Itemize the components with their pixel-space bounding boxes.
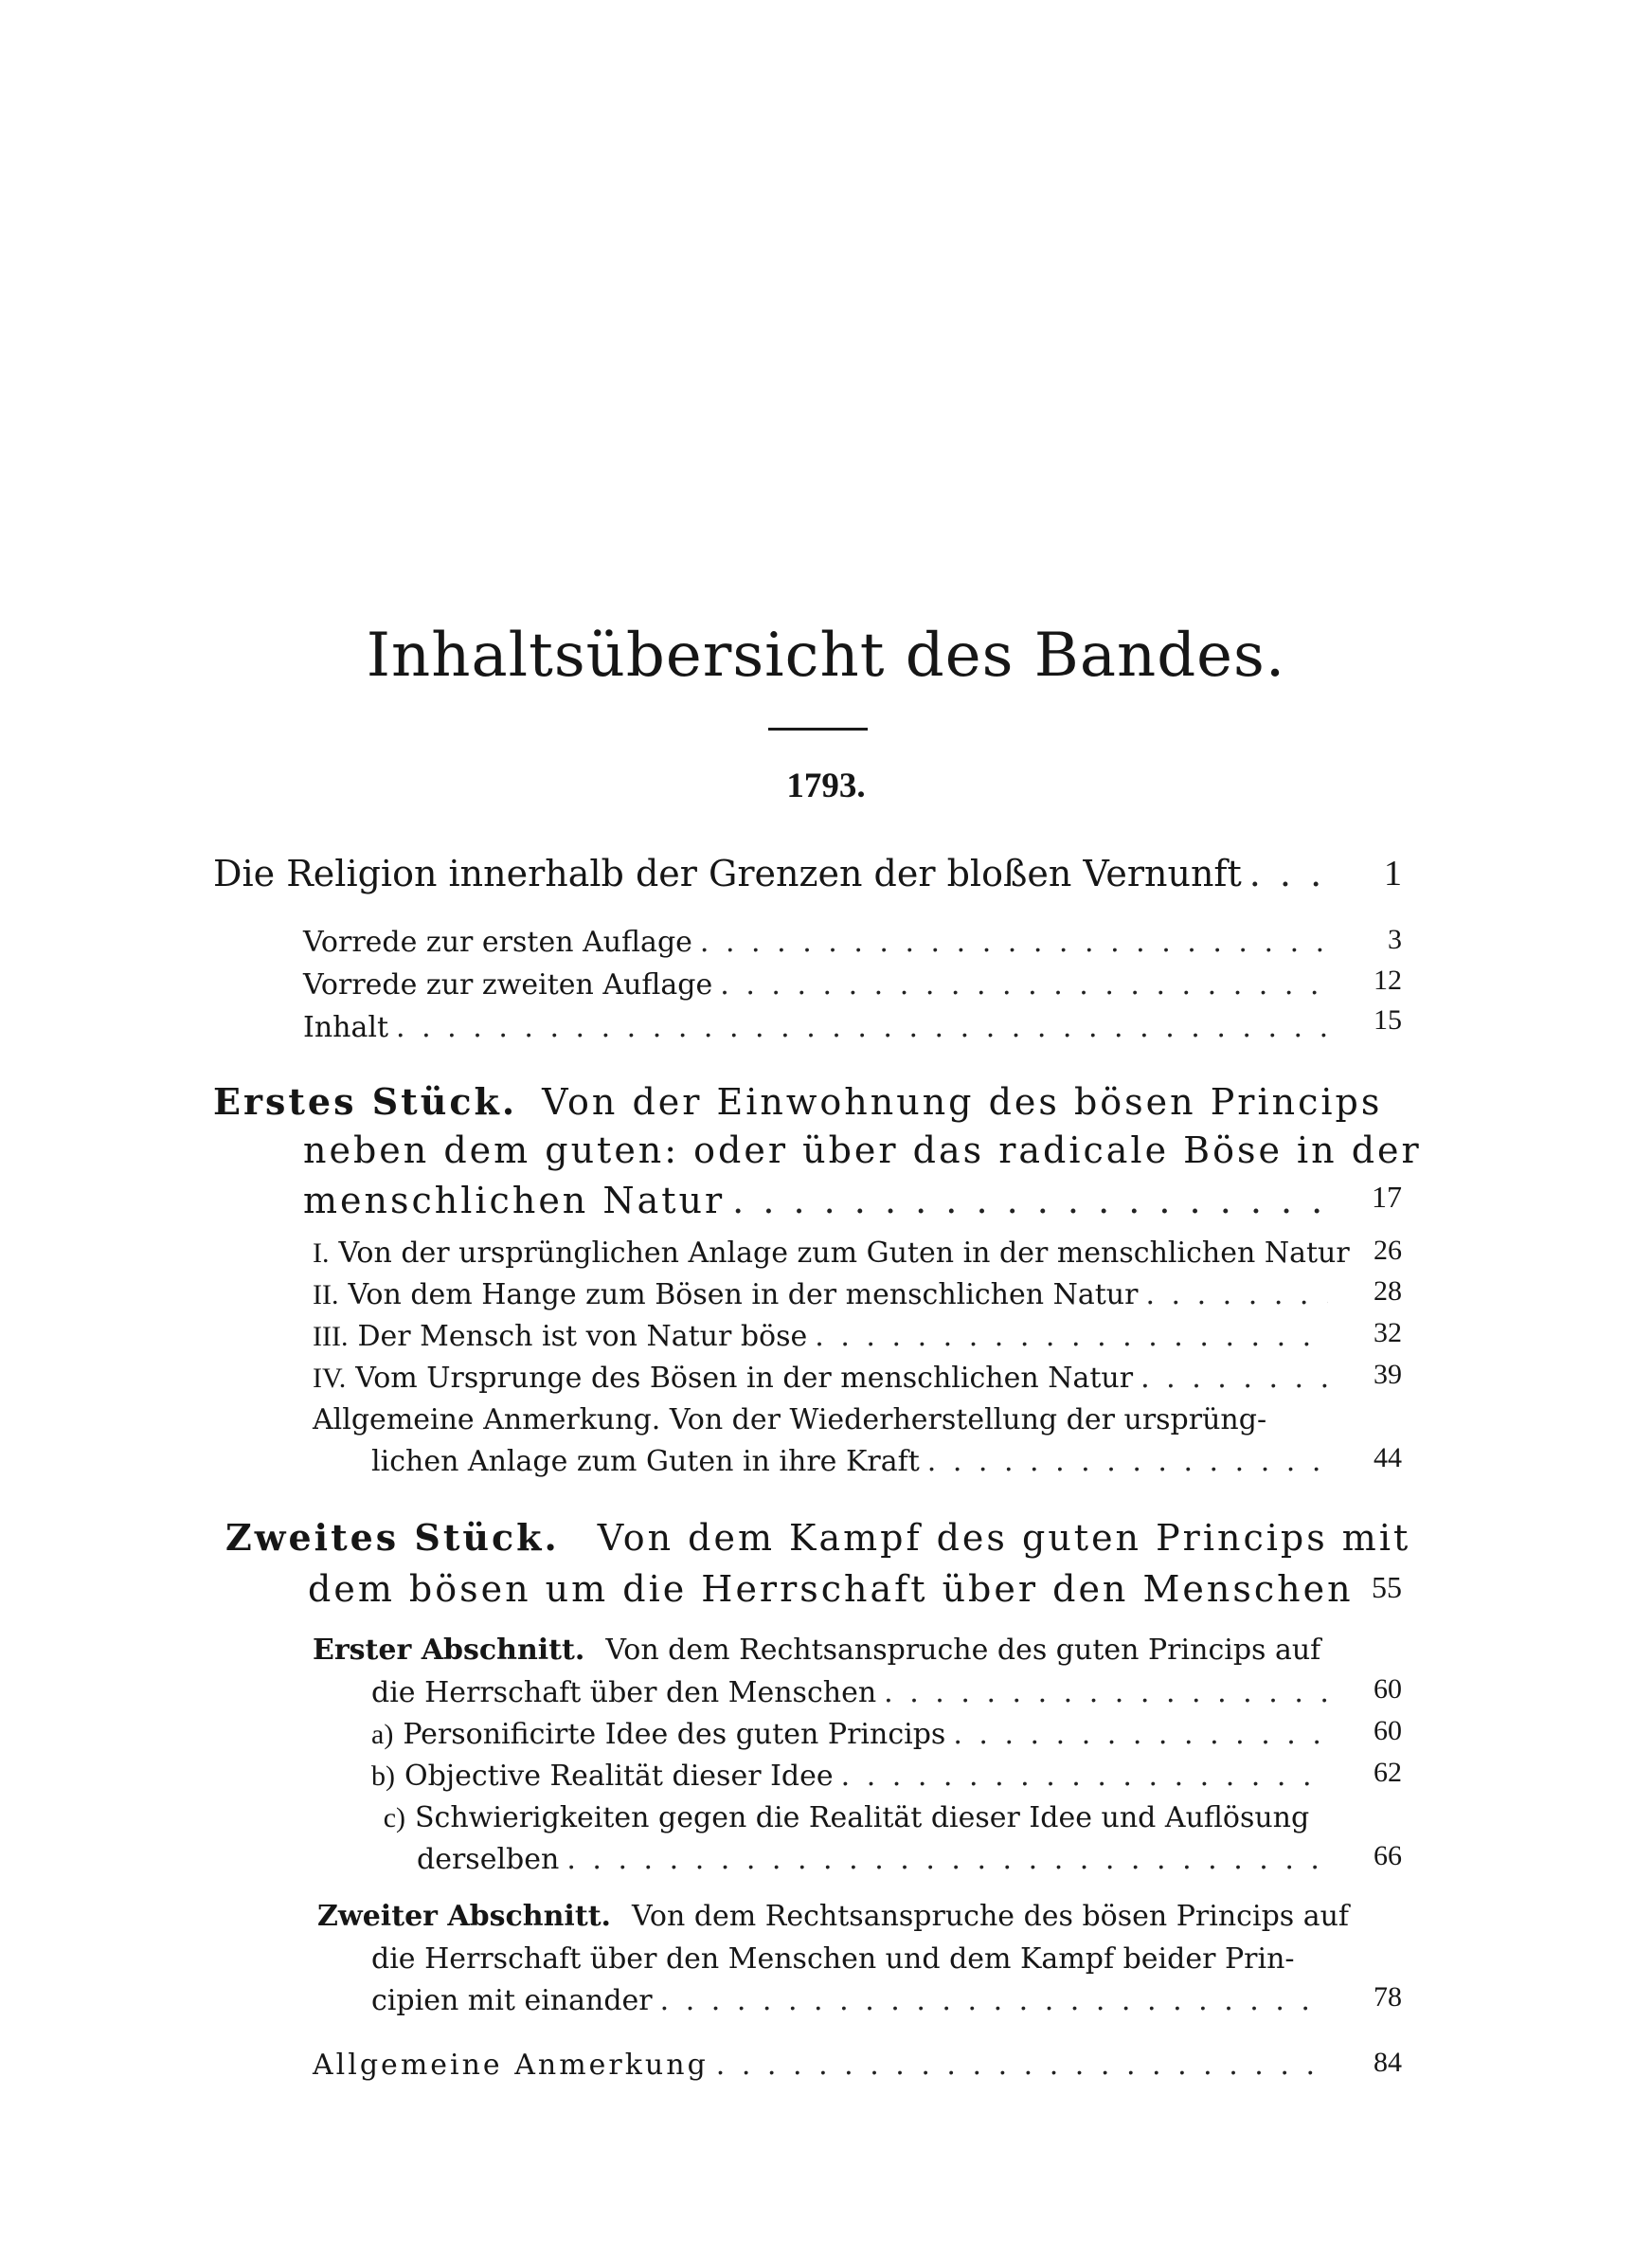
toc-entry-text: Objective Realität dieser Idee xyxy=(404,1760,834,1793)
leader-dots xyxy=(1140,1362,1328,1395)
entry-numeral: II. xyxy=(313,1279,339,1310)
section-label: Erster Abschnitt. xyxy=(313,1634,585,1667)
entry-numeral: I. xyxy=(313,1237,330,1269)
entry-numeral: III. xyxy=(313,1321,349,1352)
toc-page-number: 60 xyxy=(1374,1715,1402,1746)
toc-entry-text: Von dem Kampf des guten Princips mit xyxy=(597,1517,1411,1559)
toc-page-number: 26 xyxy=(1374,1235,1402,1266)
toc-entry-text: menschlichen Natur xyxy=(303,1180,726,1221)
toc-page-number: 12 xyxy=(1374,965,1402,996)
toc-entry-text: Vom Ursprunge des Bösen in der menschlichen Natur xyxy=(355,1362,1134,1395)
leader-dots xyxy=(953,1718,1328,1751)
toc-page-number: 39 xyxy=(1374,1359,1402,1390)
toc-page-number: 3 xyxy=(1388,924,1402,955)
leader-dots xyxy=(660,1984,1328,2017)
toc-entry-text: die Herrschaft über den Menschen xyxy=(371,1676,877,1709)
toc-page-number: 62 xyxy=(1374,1757,1402,1788)
toc-entry-I xyxy=(313,1237,1350,1270)
section-label: Zweites Stück. xyxy=(225,1516,560,1559)
toc-entry-allgemeine-anmerkung-1 xyxy=(313,1403,1336,1436)
leader-dots xyxy=(884,1676,1328,1709)
toc-entry-text: Schwierigkeiten gegen die Realität dieser Idee und Auflösung xyxy=(415,1801,1310,1834)
toc-page-number: 44 xyxy=(1374,1442,1402,1473)
leader-dots xyxy=(700,926,1328,959)
toc-entry-text: lichen Anlage zum Guten in ihre Kraft xyxy=(371,1445,920,1478)
toc-entry-zweiter-abschnitt xyxy=(317,1900,1350,1933)
page-title: Inhaltsübersicht des Bandes. xyxy=(366,621,1286,691)
toc-entry-a xyxy=(371,1718,1336,1751)
toc-entry-III xyxy=(313,1320,1336,1353)
toc-page-number: 17 xyxy=(1372,1180,1402,1214)
toc-entry-vorrede-1 xyxy=(303,926,1336,959)
toc-entry-text: Vorrede zur ersten Auflage xyxy=(303,926,692,959)
toc-entry-erstes-stueck xyxy=(213,1080,1383,1123)
toc-entry-continuation xyxy=(308,1568,1354,1610)
toc-entry-text: Von der Einwohnung des bösen Princips xyxy=(542,1081,1383,1123)
toc-entry-text: cipien mit einander xyxy=(371,1984,653,2017)
toc-page-number: 28 xyxy=(1374,1275,1402,1307)
toc-page-number: 84 xyxy=(1374,2047,1402,2078)
toc-entry-text: derselben xyxy=(417,1843,560,1876)
year-heading: 1793. xyxy=(786,767,866,805)
leader-dots xyxy=(720,968,1328,1002)
toc-entry-continuation xyxy=(371,1942,1336,1976)
section-label: Erstes Stück. xyxy=(213,1080,518,1123)
toc-entry-zweites-stueck xyxy=(225,1516,1411,1559)
toc-entry-text: Inhalt xyxy=(303,1011,389,1044)
entry-numeral: c) xyxy=(383,1802,405,1833)
toc-page-number: 66 xyxy=(1374,1840,1402,1871)
toc-entry-text: Allgemeine Anmerkung. Von der Wiederherstellung der ursprüng- xyxy=(313,1403,1267,1436)
toc-entry-continuation xyxy=(303,1129,1422,1171)
toc-entry-text: neben dem guten: oder über das radicale Böse in der xyxy=(303,1129,1422,1171)
leader-dots xyxy=(841,1760,1328,1793)
toc-entry-text: Von der ursprünglichen Anlage zum Guten in der menschlichen Natur xyxy=(338,1237,1350,1270)
toc-entry-continuation xyxy=(303,1180,1336,1221)
toc-entry-text: Von dem Hange zum Bösen in der menschlichen Natur xyxy=(348,1278,1139,1311)
toc-entry-b xyxy=(371,1760,1336,1793)
toc-page-number: 60 xyxy=(1374,1673,1402,1705)
leader-dots xyxy=(566,1843,1328,1876)
toc-entry-continuation xyxy=(371,1984,1336,2017)
entry-numeral: b) xyxy=(371,1760,395,1792)
toc-entry-continuation xyxy=(371,1445,1336,1478)
leader-dots xyxy=(927,1445,1328,1478)
leader-dots xyxy=(396,1011,1328,1044)
toc-entry-continuation xyxy=(371,1676,1336,1709)
entry-numeral: a) xyxy=(371,1719,394,1750)
leader-dots xyxy=(1249,853,1328,894)
toc-entry-continuation xyxy=(417,1843,1336,1876)
toc-entry-erster-abschnitt xyxy=(313,1634,1336,1667)
leader-dots xyxy=(815,1320,1328,1353)
toc-entry-vorrede-2 xyxy=(303,968,1336,1002)
leader-dots xyxy=(732,1180,1328,1221)
toc-entry-text: Personificirte Idee des guten Princips xyxy=(403,1718,946,1751)
toc-entry-text: Die Religion innerhalb der Grenzen der bloßen Vernunft xyxy=(213,853,1242,894)
toc-page-number: 32 xyxy=(1374,1317,1402,1348)
toc-entry-c xyxy=(371,1801,1336,1834)
title-divider xyxy=(768,728,868,731)
leader-dots xyxy=(716,2049,1328,2082)
section-label: Zweiter Abschnitt. xyxy=(317,1900,611,1933)
toc-entry-II xyxy=(313,1278,1336,1311)
leader-dots xyxy=(1145,1278,1328,1311)
toc-entry-text: Allgemeine Anmerkung xyxy=(313,2049,709,2082)
toc-entry-text: dem bösen um die Herrschaft über den Menschen xyxy=(308,1568,1354,1610)
toc-entry-text: Vorrede zur zweiten Auflage xyxy=(303,968,713,1002)
toc-page-number: 78 xyxy=(1374,1981,1402,2013)
toc-entry-text: die Herrschaft über den Menschen und dem Kampf beider Prin- xyxy=(371,1942,1295,1976)
toc-page-number: 55 xyxy=(1372,1570,1402,1604)
toc-entry-text: Von dem Rechtsanspruche des guten Princips auf xyxy=(605,1634,1321,1667)
toc-entry-inhalt xyxy=(303,1011,1336,1044)
toc-page-number: 15 xyxy=(1374,1004,1402,1036)
toc-entry-text: Der Mensch ist von Natur böse xyxy=(357,1320,808,1353)
entry-numeral: IV. xyxy=(313,1363,347,1394)
toc-page-number: 1 xyxy=(1384,854,1402,894)
toc-entry-allgemeine-anmerkung-2 xyxy=(313,2049,1336,2082)
toc-entry-text: Von dem Rechtsanspruche des bösen Princips auf xyxy=(632,1900,1350,1933)
toc-entry-religion xyxy=(213,853,1336,894)
toc-entry-IV xyxy=(313,1362,1336,1395)
